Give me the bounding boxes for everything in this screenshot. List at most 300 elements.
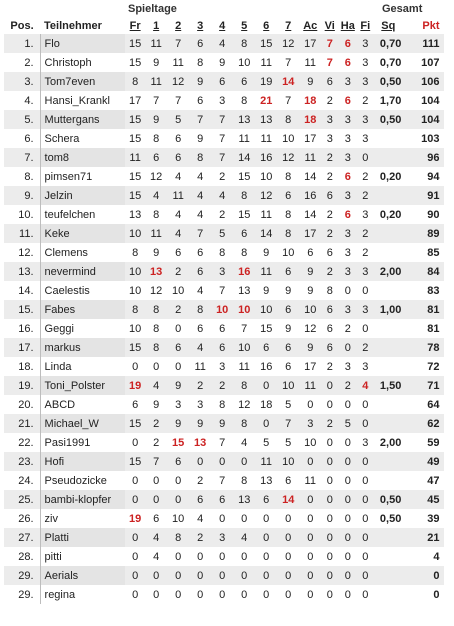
- score-cell: 8: [189, 300, 211, 319]
- score-cell: 0: [357, 471, 373, 490]
- score-cell: 3: [357, 433, 373, 452]
- score-cell: 6: [338, 205, 357, 224]
- score-cell: 3: [357, 72, 373, 91]
- participant-name[interactable]: Fabes: [40, 300, 125, 319]
- standings-table: [4, 18, 444, 604]
- row-position: 7.: [4, 148, 40, 167]
- score-cell: 6: [277, 357, 299, 376]
- table-row: [4, 319, 444, 338]
- score-cell: 9: [145, 53, 167, 72]
- score-cell: 6: [145, 148, 167, 167]
- score-cell: 7: [167, 91, 189, 110]
- score-cell: 8: [233, 91, 255, 110]
- table-row: [4, 452, 444, 471]
- score-cell: 16: [233, 262, 255, 281]
- total-points: 85: [403, 243, 443, 262]
- score-cell: 0: [211, 547, 233, 566]
- score-cell: 7: [277, 91, 299, 110]
- participant-name[interactable]: Toni_Polster: [40, 376, 125, 395]
- col-header-7[interactable]: 7: [285, 20, 292, 32]
- score-cell: 12: [145, 167, 167, 186]
- score-cell: 2: [357, 224, 373, 243]
- row-position: 28.: [4, 547, 40, 566]
- score-cell: 4: [189, 338, 211, 357]
- score-cell: 6: [321, 72, 338, 91]
- score-cell: 0: [357, 452, 373, 471]
- score-cell: 11: [145, 72, 167, 91]
- sq-value: [373, 452, 403, 471]
- table-row: [4, 186, 444, 205]
- row-position: 19.: [4, 376, 40, 395]
- score-cell: 0: [145, 585, 167, 604]
- score-cell: 0: [233, 566, 255, 585]
- score-cell: 6: [277, 471, 299, 490]
- score-cell: 11: [167, 53, 189, 72]
- row-position: 20.: [4, 395, 40, 414]
- score-cell: 11: [189, 357, 211, 376]
- participant-name[interactable]: pitti: [40, 547, 125, 566]
- score-cell: 2: [189, 528, 211, 547]
- participant-name[interactable]: Hofi: [40, 452, 125, 471]
- score-cell: 0: [255, 547, 277, 566]
- score-cell: 0: [255, 528, 277, 547]
- score-cell: 8: [145, 129, 167, 148]
- score-cell: 0: [338, 528, 357, 547]
- header-row: [4, 18, 444, 34]
- table-row: [4, 205, 444, 224]
- total-points: 64: [403, 395, 443, 414]
- score-cell: 7: [167, 34, 189, 53]
- col-header-fr[interactable]: Fr: [129, 20, 141, 32]
- score-cell: 15: [125, 186, 145, 205]
- participant-name[interactable]: Hansi_Krankl: [40, 91, 125, 110]
- score-cell: 0: [167, 585, 189, 604]
- participant-name[interactable]: Keke: [40, 224, 125, 243]
- col-header-6[interactable]: 6: [263, 20, 270, 32]
- participant-name[interactable]: bambi-klopfer: [40, 490, 125, 509]
- score-cell: 10: [277, 129, 299, 148]
- score-cell: 6: [167, 452, 189, 471]
- score-cell: 15: [125, 167, 145, 186]
- score-cell: 9: [299, 262, 321, 281]
- score-cell: 0: [338, 547, 357, 566]
- score-cell: 6: [321, 300, 338, 319]
- score-cell: 7: [189, 224, 211, 243]
- score-cell: 9: [277, 281, 299, 300]
- score-cell: 8: [321, 281, 338, 300]
- score-cell: 2: [321, 148, 338, 167]
- sq-value: 2,00: [373, 433, 403, 452]
- row-position: 23.: [4, 452, 40, 471]
- score-cell: 4: [145, 547, 167, 566]
- sq-value: [373, 319, 403, 338]
- score-cell: 3: [299, 414, 321, 433]
- sq-value: 0,20: [373, 167, 403, 186]
- sq-value: [373, 129, 403, 148]
- score-cell: 3: [357, 205, 373, 224]
- score-cell: 2: [321, 205, 338, 224]
- score-cell: 7: [277, 414, 299, 433]
- col-header-sq[interactable]: Sq: [381, 20, 396, 32]
- score-cell: 14: [233, 148, 255, 167]
- score-cell: 0: [189, 547, 211, 566]
- score-cell: 8: [211, 243, 233, 262]
- score-cell: 2: [145, 414, 167, 433]
- score-cell: 13: [125, 205, 145, 224]
- table-row: [4, 414, 444, 433]
- score-cell: 10: [277, 452, 299, 471]
- table-row: [4, 110, 444, 129]
- score-cell: 3: [357, 53, 373, 72]
- score-cell: 0: [211, 452, 233, 471]
- table-row: [4, 262, 444, 281]
- score-cell: 3: [338, 186, 357, 205]
- total-points: 0: [403, 585, 443, 604]
- score-cell: 0: [321, 395, 338, 414]
- score-cell: 18: [255, 395, 277, 414]
- table-row: [4, 528, 444, 547]
- score-cell: 9: [189, 72, 211, 91]
- participant-name[interactable]: regina: [40, 585, 125, 604]
- participant-name[interactable]: Tom7even: [40, 72, 125, 91]
- score-cell: 4: [145, 376, 167, 395]
- score-cell: 15: [255, 319, 277, 338]
- score-cell: 8: [189, 148, 211, 167]
- score-cell: 21: [255, 91, 277, 110]
- score-cell: 6: [321, 319, 338, 338]
- participant-name[interactable]: tom8: [40, 148, 125, 167]
- sq-value: 0,50: [373, 72, 403, 91]
- score-cell: 15: [255, 34, 277, 53]
- sq-value: [373, 585, 403, 604]
- score-cell: 4: [189, 167, 211, 186]
- score-cell: 3: [338, 300, 357, 319]
- col-header-vi[interactable]: Vi: [324, 20, 335, 32]
- participant-name[interactable]: Christoph: [40, 53, 125, 72]
- col-header-3[interactable]: 3: [197, 20, 204, 32]
- score-cell: 6: [167, 243, 189, 262]
- table-row: [4, 585, 444, 604]
- score-cell: 10: [211, 300, 233, 319]
- score-cell: 2: [211, 376, 233, 395]
- score-cell: 6: [338, 91, 357, 110]
- score-cell: 11: [255, 452, 277, 471]
- score-cell: 0: [321, 433, 338, 452]
- score-cell: 0: [125, 490, 145, 509]
- score-cell: 2: [321, 414, 338, 433]
- score-cell: 13: [255, 471, 277, 490]
- score-cell: 8: [233, 243, 255, 262]
- score-cell: 4: [211, 186, 233, 205]
- row-position: 22.: [4, 433, 40, 452]
- score-cell: 11: [299, 471, 321, 490]
- score-cell: 0: [357, 281, 373, 300]
- score-cell: 9: [189, 129, 211, 148]
- score-cell: 0: [321, 376, 338, 395]
- total-points: 94: [403, 167, 443, 186]
- score-cell: 0: [233, 452, 255, 471]
- score-cell: 15: [125, 53, 145, 72]
- score-cell: 10: [125, 224, 145, 243]
- score-cell: 11: [167, 186, 189, 205]
- score-cell: 0: [357, 528, 373, 547]
- table-row: [4, 91, 444, 110]
- participant-name[interactable]: nevermind: [40, 262, 125, 281]
- score-cell: 6: [189, 490, 211, 509]
- participant-name[interactable]: Linda: [40, 357, 125, 376]
- score-cell: 2: [321, 91, 338, 110]
- col-header-fi[interactable]: Fi: [360, 20, 371, 32]
- score-cell: 0: [145, 490, 167, 509]
- score-cell: 3: [321, 110, 338, 129]
- row-position: 5.: [4, 110, 40, 129]
- score-cell: 9: [167, 414, 189, 433]
- score-cell: 15: [125, 34, 145, 53]
- name-header: Teilnehmer: [44, 20, 102, 32]
- score-cell: 0: [357, 395, 373, 414]
- total-points: 81: [403, 300, 443, 319]
- score-cell: 0: [277, 528, 299, 547]
- score-cell: 0: [338, 566, 357, 585]
- score-cell: 0: [321, 528, 338, 547]
- score-cell: 18: [299, 91, 321, 110]
- score-cell: 0: [125, 471, 145, 490]
- score-cell: 0: [299, 452, 321, 471]
- score-cell: 2: [321, 167, 338, 186]
- score-cell: 6: [321, 186, 338, 205]
- score-cell: 3: [338, 357, 357, 376]
- participant-name[interactable]: markus: [40, 338, 125, 357]
- score-cell: 5: [211, 224, 233, 243]
- participant-name[interactable]: Muttergans: [40, 110, 125, 129]
- sq-value: 0,50: [373, 509, 403, 528]
- total-points: 39: [403, 509, 443, 528]
- score-cell: 0: [277, 566, 299, 585]
- total-points: 91: [403, 186, 443, 205]
- score-cell: 9: [145, 110, 167, 129]
- score-cell: 0: [167, 357, 189, 376]
- participant-name[interactable]: Geggi: [40, 319, 125, 338]
- score-cell: 13: [189, 433, 211, 452]
- participant-name[interactable]: Flo: [40, 34, 125, 53]
- participant-name[interactable]: Caelestis: [40, 281, 125, 300]
- sq-value: [373, 566, 403, 585]
- score-cell: 8: [233, 376, 255, 395]
- score-cell: 10: [233, 300, 255, 319]
- score-cell: 2: [189, 471, 211, 490]
- col-header-4[interactable]: 4: [219, 20, 226, 32]
- participant-name[interactable]: Jelzin: [40, 186, 125, 205]
- score-cell: 0: [357, 490, 373, 509]
- score-cell: 0: [357, 509, 373, 528]
- score-cell: 7: [211, 471, 233, 490]
- total-points: 62: [403, 414, 443, 433]
- score-cell: 15: [125, 110, 145, 129]
- score-cell: 0: [357, 319, 373, 338]
- score-cell: 7: [233, 319, 255, 338]
- score-cell: 3: [338, 262, 357, 281]
- score-cell: 5: [277, 395, 299, 414]
- score-cell: 2: [145, 433, 167, 452]
- row-position: 29.: [4, 566, 40, 585]
- score-cell: 5: [277, 433, 299, 452]
- row-position: 27.: [4, 528, 40, 547]
- score-cell: 0: [189, 452, 211, 471]
- spieltage-group-label: Spieltage: [128, 3, 177, 15]
- row-position: 29.: [4, 585, 40, 604]
- score-cell: 6: [338, 167, 357, 186]
- score-cell: 12: [145, 281, 167, 300]
- col-header-5[interactable]: 5: [241, 20, 248, 32]
- table-row: [4, 395, 444, 414]
- score-cell: 12: [167, 72, 189, 91]
- sq-value: [373, 148, 403, 167]
- score-cell: 3: [167, 395, 189, 414]
- score-cell: 16: [255, 357, 277, 376]
- row-position: 12.: [4, 243, 40, 262]
- sq-value: [373, 547, 403, 566]
- score-cell: 19: [125, 509, 145, 528]
- score-cell: 0: [233, 509, 255, 528]
- score-cell: 0: [338, 281, 357, 300]
- score-cell: 0: [357, 148, 373, 167]
- score-cell: 7: [321, 53, 338, 72]
- score-cell: 8: [145, 300, 167, 319]
- score-cell: 0: [211, 509, 233, 528]
- table-row: [4, 547, 444, 566]
- score-cell: 0: [145, 566, 167, 585]
- score-cell: 5: [167, 110, 189, 129]
- score-cell: 10: [233, 53, 255, 72]
- score-cell: 0: [255, 509, 277, 528]
- participant-name[interactable]: Schera: [40, 129, 125, 148]
- row-position: 4.: [4, 91, 40, 110]
- row-position: 3.: [4, 72, 40, 91]
- score-cell: 8: [189, 53, 211, 72]
- score-cell: 0: [167, 319, 189, 338]
- participant-name[interactable]: Pasi1991: [40, 433, 125, 452]
- score-cell: 3: [211, 357, 233, 376]
- sq-value: 1,70: [373, 91, 403, 110]
- score-cell: 0: [321, 509, 338, 528]
- score-cell: 10: [125, 319, 145, 338]
- score-cell: 14: [255, 224, 277, 243]
- score-cell: 9: [145, 243, 167, 262]
- col-header-pkt: Pkt: [422, 20, 440, 32]
- score-cell: 3: [357, 357, 373, 376]
- score-cell: 8: [277, 205, 299, 224]
- participant-name[interactable]: Platti: [40, 528, 125, 547]
- total-points: 47: [403, 471, 443, 490]
- total-points: 0: [403, 566, 443, 585]
- score-cell: 12: [255, 186, 277, 205]
- score-cell: 14: [299, 205, 321, 224]
- score-cell: 14: [299, 167, 321, 186]
- score-cell: 6: [233, 224, 255, 243]
- col-header-2[interactable]: 2: [175, 20, 182, 32]
- sq-value: 0,50: [373, 110, 403, 129]
- score-cell: 2: [321, 224, 338, 243]
- score-cell: 6: [211, 338, 233, 357]
- participant-name[interactable]: Pseudozicke: [40, 471, 125, 490]
- total-points: 45: [403, 490, 443, 509]
- score-cell: 6: [299, 243, 321, 262]
- score-cell: 10: [125, 262, 145, 281]
- score-cell: 0: [338, 471, 357, 490]
- score-cell: 2: [357, 243, 373, 262]
- score-cell: 3: [357, 262, 373, 281]
- score-cell: 0: [145, 471, 167, 490]
- score-cell: 7: [211, 281, 233, 300]
- participant-name[interactable]: ABCD: [40, 395, 125, 414]
- score-cell: 12: [277, 34, 299, 53]
- score-cell: 4: [211, 34, 233, 53]
- participant-name[interactable]: Michael_W: [40, 414, 125, 433]
- score-cell: 6: [167, 338, 189, 357]
- participant-name[interactable]: Aerials: [40, 566, 125, 585]
- score-cell: 0: [167, 547, 189, 566]
- score-cell: 0: [321, 585, 338, 604]
- score-cell: 16: [255, 148, 277, 167]
- sq-value: 2,00: [373, 262, 403, 281]
- sq-value: 1,50: [373, 376, 403, 395]
- score-cell: 0: [357, 414, 373, 433]
- table-row: [4, 243, 444, 262]
- total-points: 107: [403, 53, 443, 72]
- row-position: 13.: [4, 262, 40, 281]
- col-header-ha[interactable]: Ha: [340, 20, 355, 32]
- participant-name[interactable]: ziv: [40, 509, 125, 528]
- score-cell: 6: [189, 319, 211, 338]
- score-cell: 9: [299, 72, 321, 91]
- score-cell: 17: [299, 357, 321, 376]
- total-points: 72: [403, 357, 443, 376]
- score-cell: 0: [189, 566, 211, 585]
- score-cell: 10: [255, 167, 277, 186]
- score-cell: 8: [167, 528, 189, 547]
- score-cell: 6: [321, 243, 338, 262]
- participant-name[interactable]: Clemens: [40, 243, 125, 262]
- score-cell: 7: [145, 452, 167, 471]
- col-header-1[interactable]: 1: [153, 20, 160, 32]
- participant-name[interactable]: pimsen71: [40, 167, 125, 186]
- score-cell: 2: [167, 300, 189, 319]
- score-cell: 6: [211, 490, 233, 509]
- score-cell: 2: [321, 262, 338, 281]
- sq-value: [373, 528, 403, 547]
- score-cell: 4: [233, 433, 255, 452]
- sq-value: [373, 186, 403, 205]
- score-cell: 13: [255, 110, 277, 129]
- score-cell: 6: [167, 148, 189, 167]
- row-position: 14.: [4, 281, 40, 300]
- table-row: [4, 167, 444, 186]
- col-header-ac[interactable]: Ac: [303, 20, 318, 32]
- score-cell: 3: [338, 243, 357, 262]
- score-cell: 7: [321, 34, 338, 53]
- total-points: 104: [403, 110, 443, 129]
- score-cell: 9: [299, 281, 321, 300]
- table-row: [4, 509, 444, 528]
- score-cell: 9: [189, 414, 211, 433]
- score-cell: 6: [125, 395, 145, 414]
- participant-name[interactable]: teufelchen: [40, 205, 125, 224]
- total-points: 49: [403, 452, 443, 471]
- score-cell: 8: [277, 167, 299, 186]
- score-cell: 10: [277, 243, 299, 262]
- sq-value: 0,70: [373, 34, 403, 53]
- total-points: 84: [403, 262, 443, 281]
